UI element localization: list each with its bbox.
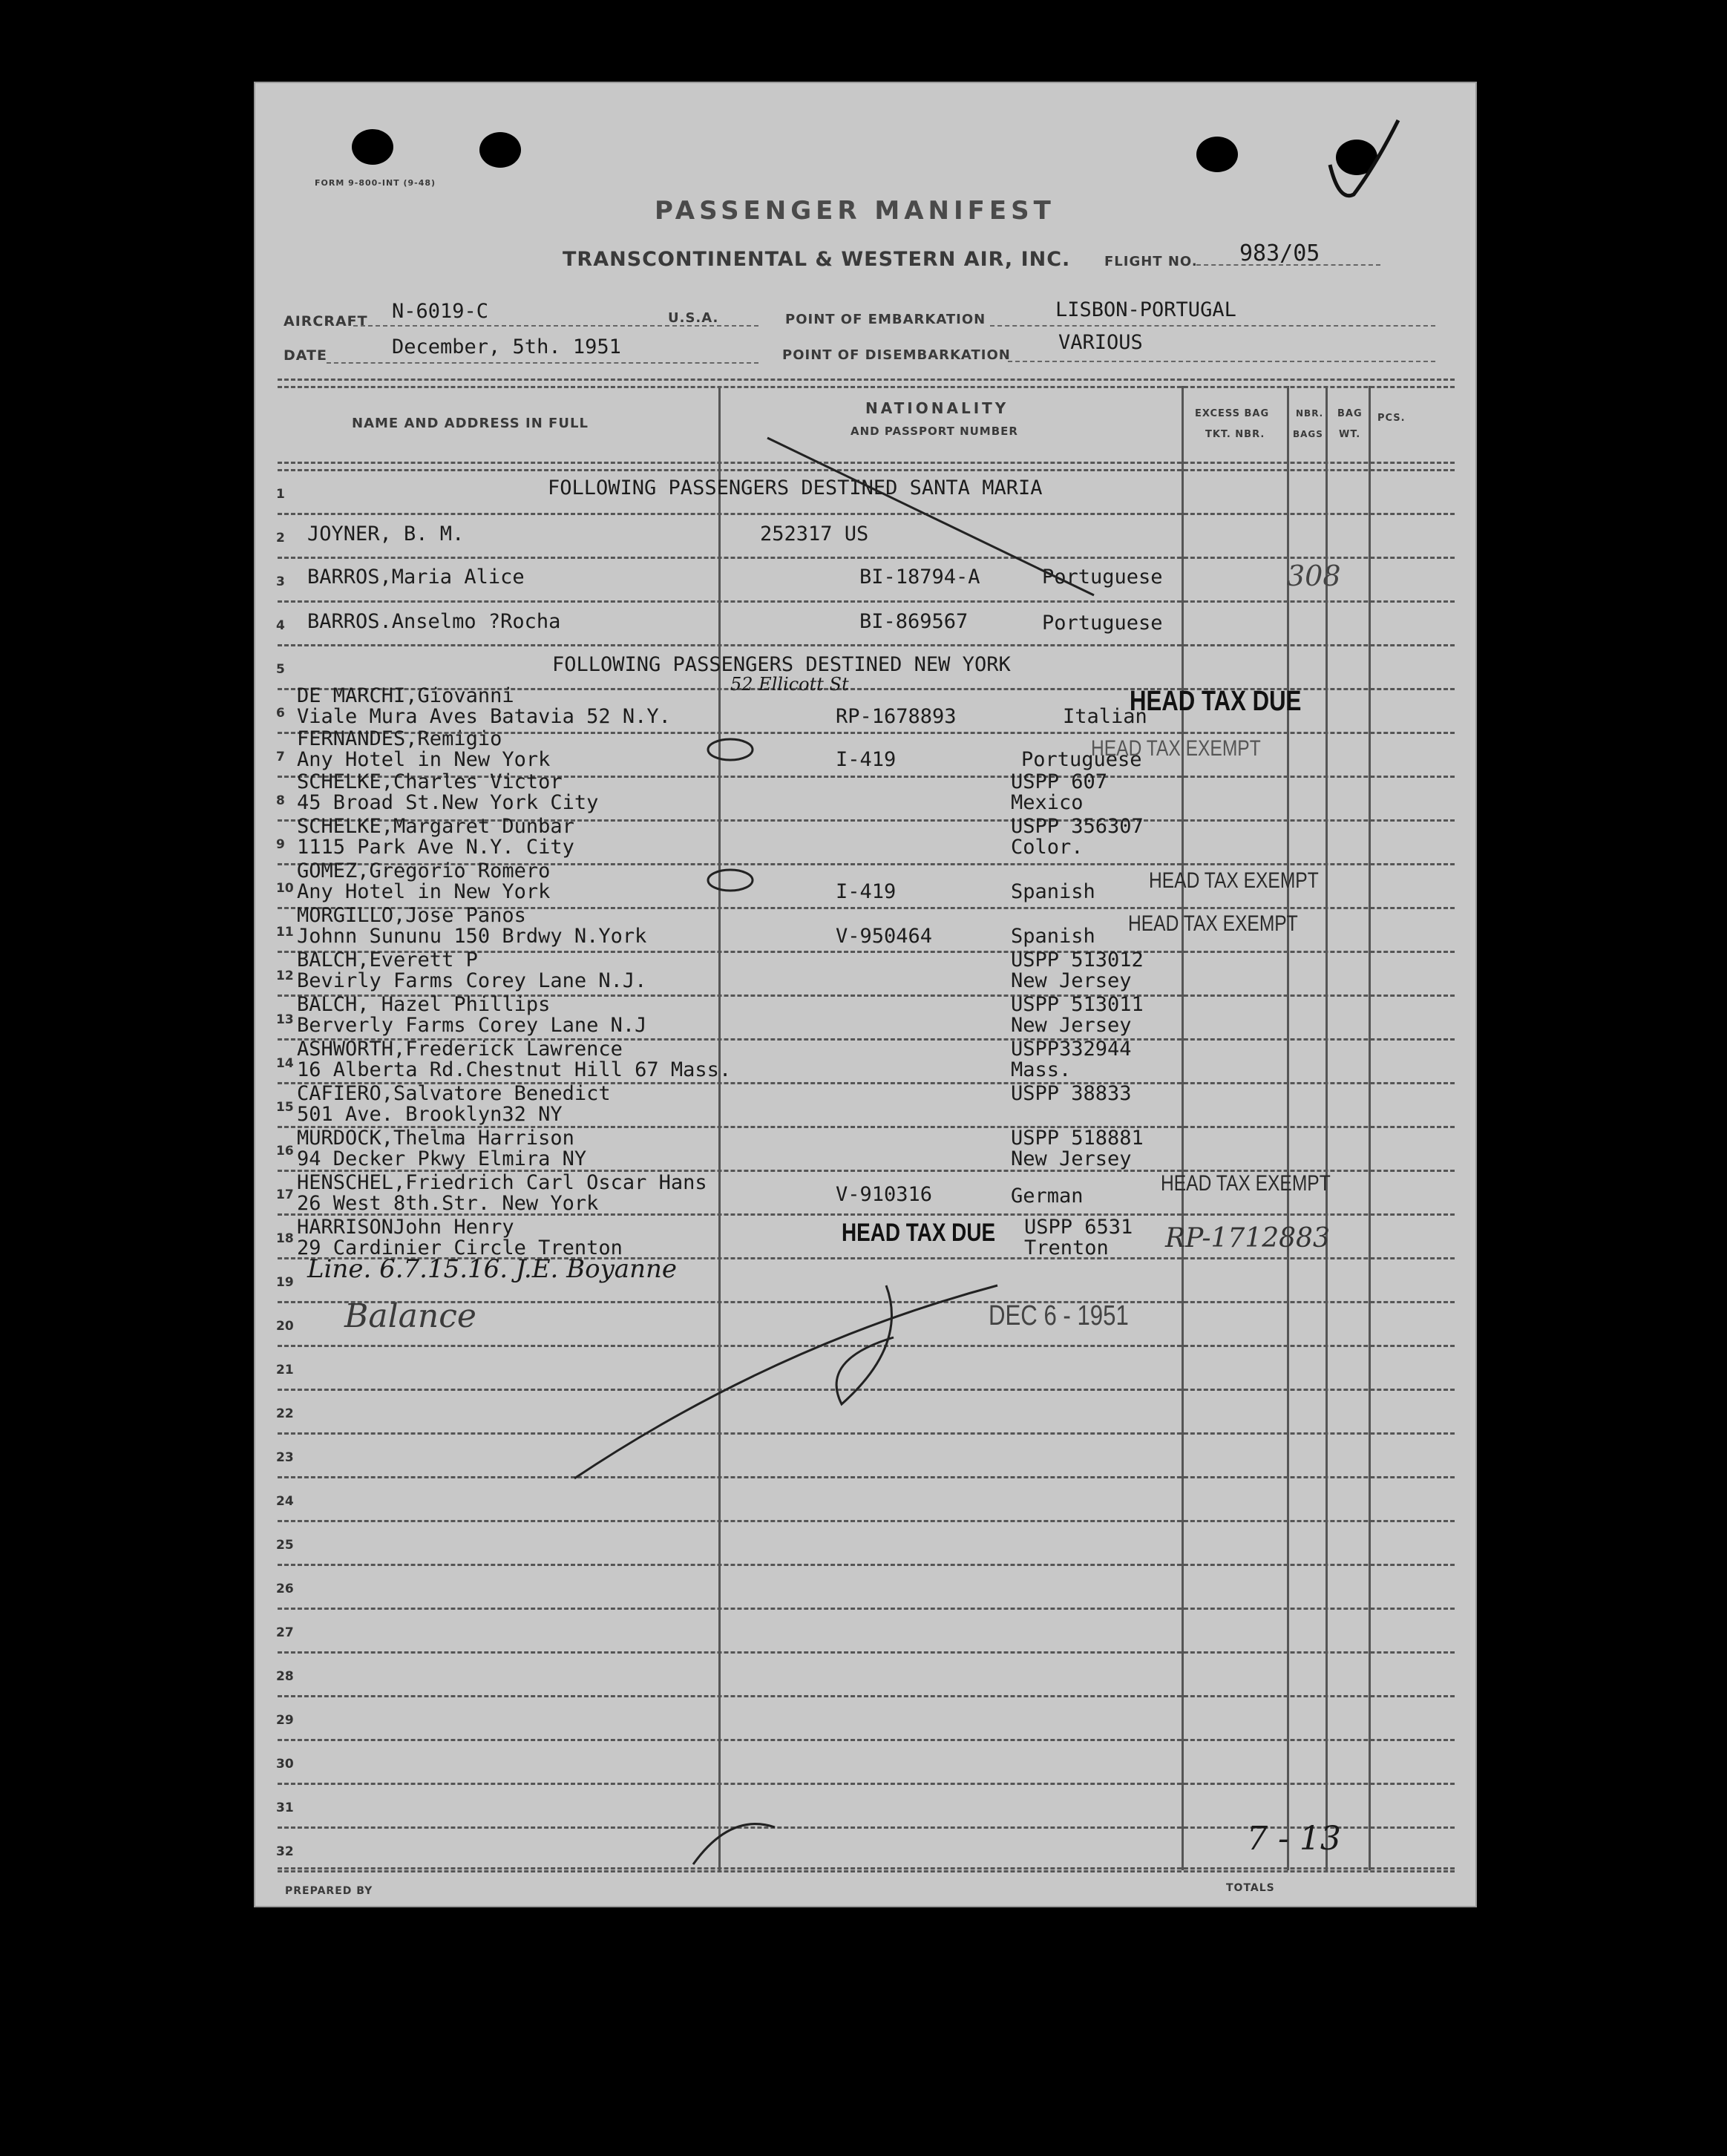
column-header-passport: AND PASSPORT NUMBER	[851, 425, 1018, 438]
disembark-value: VARIOUS	[1058, 331, 1143, 354]
passenger-name: DE MARCHI,Giovanni	[297, 684, 514, 707]
passenger-address: Johnn Sununu 150 Brdwy N.York	[297, 925, 647, 948]
passenger-address: Any Hotel in New York	[297, 748, 551, 771]
airline-name: TRANSCONTINENTAL & WESTERN AIR, INC.	[563, 248, 1071, 271]
passenger-address: 1115 Park Ave N.Y. City	[297, 836, 574, 859]
head-tax-exempt-stamp: HEAD TAX EXEMPT	[1128, 911, 1298, 936]
row-number: 16	[276, 1144, 294, 1159]
row-number: 32	[276, 1844, 294, 1859]
column-header-bags: BAGS	[1293, 429, 1323, 439]
head-tax-exempt-stamp: HEAD TAX EXEMPT	[1161, 1171, 1331, 1196]
row-number: 31	[276, 1801, 294, 1815]
passenger-name: ASHWORTH,Frederick Lawrence	[297, 1038, 623, 1061]
aircraft-label: AIRCRAFT	[284, 313, 368, 330]
row-number: 29	[276, 1713, 294, 1728]
row-number: 6	[276, 706, 285, 721]
date-value: December, 5th. 1951	[392, 335, 621, 358]
passenger-address: Any Hotel in New York	[297, 880, 551, 903]
column-header-excess: EXCESS BAG	[1195, 408, 1270, 419]
country-label: U.S.A.	[668, 310, 719, 326]
passenger-address: 16 Alberta Rd.Chestnut Hill 67 Mass.	[297, 1058, 732, 1081]
destination-header-santa-maria: FOLLOWING PASSENGERS DESTINED SANTA MARIA	[548, 476, 1043, 499]
column-header-wt: WT.	[1339, 429, 1361, 440]
row-number: 22	[276, 1406, 294, 1421]
row-number: 1	[276, 487, 285, 502]
passenger-name: MORGILLO,Jose Panos	[297, 904, 526, 927]
row-number: 2	[276, 531, 285, 545]
row-number: 21	[276, 1363, 294, 1377]
row-number: 27	[276, 1625, 294, 1640]
row-number: 19	[276, 1275, 294, 1290]
handwritten-line-note: Line. 6.7.15.16. J.E. Boyanne	[307, 1254, 677, 1284]
destination-header-new-york: FOLLOWING PASSENGERS DESTINED NEW YORK	[552, 653, 1011, 676]
nationality: Italian	[1063, 705, 1147, 728]
nationality: New Jersey	[1011, 1014, 1132, 1037]
column-header-nationality: NATIONALITY	[865, 399, 1009, 417]
column-header-pcs: PCS.	[1377, 413, 1406, 424]
row-number: 23	[276, 1450, 294, 1465]
flight-label: FLIGHT NO.	[1104, 254, 1198, 269]
passenger-address: Viale Mura Aves Batavia 52 N.Y.	[297, 705, 671, 728]
passenger-name: HENSCHEL,Friedrich Carl Oscar Hans	[297, 1171, 707, 1194]
passenger-address: 94 Decker Pkwy Elmira NY	[297, 1147, 587, 1170]
handwritten-number: 308	[1287, 560, 1341, 592]
passport-number: V-910316	[836, 1183, 933, 1206]
passenger-name: BALCH, Hazel Phillips	[297, 993, 551, 1016]
row-number: 9	[276, 837, 285, 852]
passport-number: V-950464	[836, 925, 933, 948]
row-number: 25	[276, 1538, 294, 1553]
row-number: 18	[276, 1231, 294, 1246]
embark-value: LISBON-PORTUGAL	[1055, 298, 1236, 321]
nationality: USPP 518881	[1011, 1127, 1144, 1150]
column-header-nbr: NBR.	[1296, 408, 1324, 419]
passenger-address: 26 West 8th.Str. New York	[297, 1192, 599, 1215]
nationality: Portuguese	[1042, 566, 1163, 589]
nationality: USPP 607	[1011, 770, 1108, 793]
nationality: Mexico	[1011, 791, 1084, 814]
handwritten-passport: RP-1712883	[1165, 1223, 1330, 1254]
form-number: FORM 9-800-INT (9-48)	[315, 178, 436, 188]
passport-number: 252317 US	[760, 522, 869, 545]
manifest-title: PASSENGER MANIFEST	[655, 196, 1055, 226]
passenger-name: JOYNER, B. M.	[307, 522, 465, 545]
nationality: USPP 356307	[1011, 815, 1144, 838]
disembark-label: POINT OF DISEMBARKATION	[782, 347, 1011, 363]
totals-label: TOTALS	[1226, 1882, 1275, 1894]
nationality: Mass.	[1011, 1058, 1072, 1081]
date-stamp: DEC 6 - 1951	[989, 1300, 1129, 1331]
column-header-name: NAME AND ADDRESS IN FULL	[352, 416, 589, 431]
flight-number: 983/05	[1239, 240, 1320, 266]
passenger-name: BARROS,Maria Alice	[307, 566, 525, 589]
manifest-sheet	[254, 82, 1477, 1907]
passenger-name: CAFIERO,Salvatore Benedict	[297, 1082, 611, 1105]
row-number: 26	[276, 1582, 294, 1596]
row-number: 14	[276, 1056, 294, 1071]
row-number: 24	[276, 1494, 294, 1509]
passenger-name: BALCH,Everett P	[297, 948, 478, 971]
row-number: 5	[276, 662, 285, 677]
passport-number: BI-869567	[859, 610, 969, 633]
aircraft-value: N-6019-C	[392, 300, 489, 323]
nationality: New Jersey	[1011, 969, 1132, 992]
column-header-ticket: TKT. NBR.	[1205, 429, 1265, 440]
head-tax-due-stamp: HEAD TAX DUE	[842, 1219, 996, 1247]
row-number: 3	[276, 574, 285, 589]
totals-handwritten: 7 - 13	[1247, 1820, 1341, 1858]
passenger-name: SCHELKE,Margaret Dunbar	[297, 815, 574, 838]
row-number: 30	[276, 1757, 294, 1772]
nationality: USPP 513012	[1011, 948, 1144, 971]
row-number: 12	[276, 969, 294, 983]
head-tax-exempt-stamp: HEAD TAX EXEMPT	[1091, 736, 1261, 761]
passenger-address: Bevirly Farms Corey Lane N.J.	[297, 969, 647, 992]
row-number: 10	[276, 881, 294, 896]
handwritten-balance-note: Balance	[344, 1297, 476, 1335]
head-tax-exempt-stamp: HEAD TAX EXEMPT	[1149, 868, 1319, 893]
nationality: German	[1011, 1185, 1084, 1208]
nationality: Spanish	[1011, 880, 1095, 903]
nationality: Color.	[1011, 836, 1084, 859]
nationality: Portuguese	[1021, 748, 1142, 771]
table-bottom-border	[278, 1867, 1455, 1870]
row-number: 15	[276, 1100, 294, 1115]
embark-label: POINT OF EMBARKATION	[785, 312, 986, 327]
column-header-bag: BAG	[1337, 408, 1363, 419]
nationality: USPP 513011	[1011, 993, 1144, 1016]
nationality: Spanish	[1011, 925, 1095, 948]
handwritten-address-note: 52 Ellicott St	[730, 674, 849, 695]
passport-number: I-419	[836, 880, 897, 903]
row-number: 28	[276, 1669, 294, 1684]
row-number: 13	[276, 1012, 294, 1027]
row-number: 17	[276, 1187, 294, 1202]
row-number: 20	[276, 1319, 294, 1334]
passport-number: RP-1678893	[836, 705, 957, 728]
row-number: 11	[276, 925, 294, 940]
head-tax-due-stamp: HEAD TAX DUE	[1130, 686, 1302, 717]
passenger-name: BARROS.Anselmo ?Rocha	[307, 610, 561, 633]
passenger-name: GOMEZ,Gregorio Romero	[297, 859, 551, 882]
row-number: 7	[276, 750, 285, 764]
passenger-address: 45 Broad St.New York City	[297, 791, 599, 814]
passenger-name: MURDOCK,Thelma Harrison	[297, 1127, 574, 1150]
nationality: USPP 38833	[1011, 1082, 1132, 1105]
nationality: Trenton	[1024, 1236, 1109, 1259]
passenger-name: FERNANDES,Remigio	[297, 727, 502, 750]
passenger-name: SCHELKE,Charles Victor	[297, 770, 563, 793]
passenger-address: 29 Cardinier Circle Trenton	[297, 1236, 623, 1259]
passenger-name: HARRISONJohn Henry	[297, 1216, 514, 1239]
row-number: 4	[276, 618, 285, 633]
nationality: New Jersey	[1011, 1147, 1132, 1170]
handwritten-strike-lines	[255, 83, 1478, 1909]
prepared-by-label: PREPARED BY	[285, 1885, 373, 1897]
nationality: Portuguese	[1042, 612, 1163, 635]
passport-number: BI-18794-A	[859, 566, 980, 589]
passenger-address: Berverly Farms Corey Lane N.J	[297, 1014, 647, 1037]
date-label: DATE	[284, 347, 327, 364]
nationality: USPP 6531	[1024, 1216, 1133, 1239]
passport-number: I-419	[836, 748, 897, 771]
row-number: 8	[276, 793, 285, 808]
passenger-address: 501 Ave. Brooklyn32 NY	[297, 1103, 563, 1126]
nationality: USPP332944	[1011, 1038, 1132, 1061]
